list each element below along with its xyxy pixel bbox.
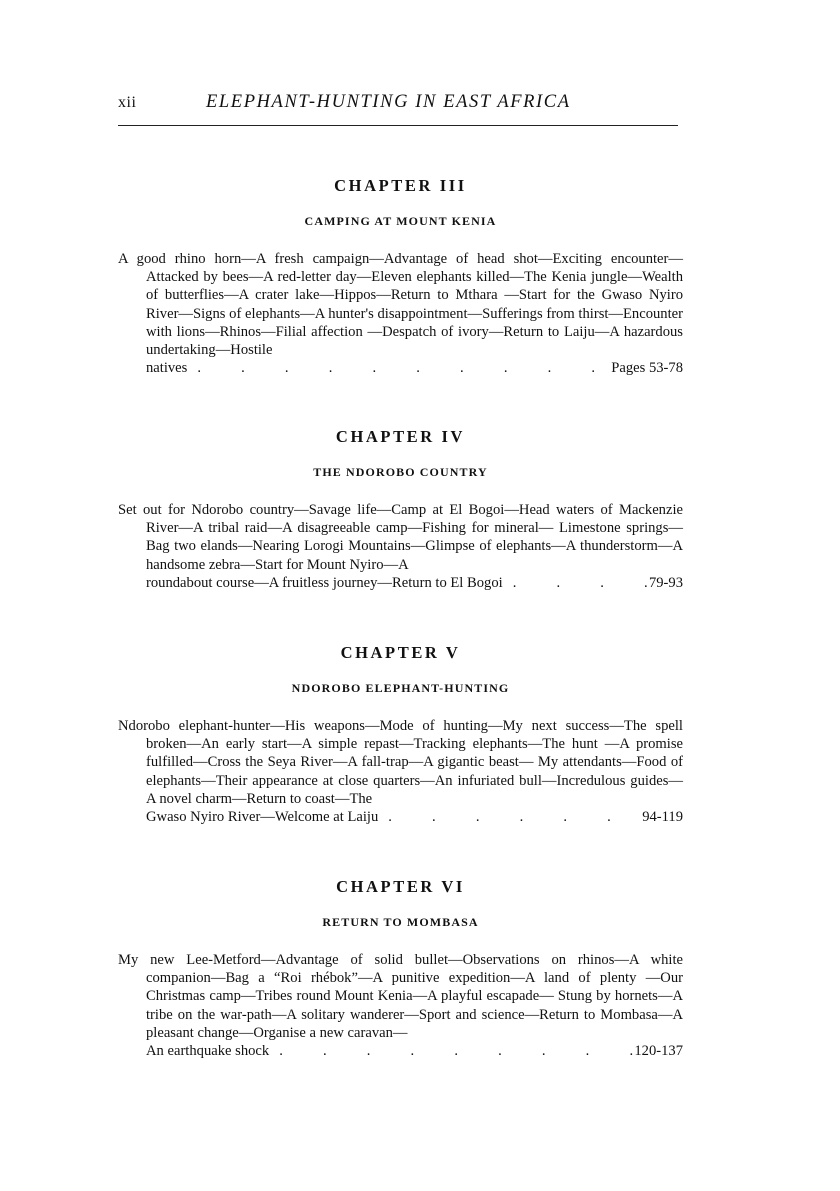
dot-leader [269,1042,634,1060]
dot-leader [187,359,611,377]
running-header [118,92,678,120]
chapter-subtitle: NDOROBO ELEPHANT-HUNTING [291,681,510,695]
chapter-summary-last-line [118,574,683,592]
chapter-summary: A good rhino horn—A fresh campaign—Advantage of head shot—Exciting encounter—Attacked by bees—A red-letter day—Eleven elephants killed—The Kenia jungle—Wealth of butterflies—A crater lake—Hippos—Return to Mthara —Start for the Gwaso Nyiro River—Signs of elephants—A hunter's disappointment—Sufferings from thirst—Encounter with lions—Rhinos—Filial affection —Despatch of ivory—Return to Laiju—A hazardous undertaking—Hostile [118,251,683,359]
page-range: 94-119 [642,809,683,826]
chapter-heading: CHAPTER III [334,176,467,195]
page-range: 120-137 [634,1043,683,1060]
chapter-summary-last-line [118,808,683,826]
chapter-subtitle: CAMPING AT MOUNT KENIA [304,214,497,228]
page-range: 79-93 [648,574,683,591]
chapter-heading: CHAPTER VI [336,877,465,896]
summary-last-text: An earthquake shock [146,1043,270,1060]
chapter-summary: Set out for Ndorobo country—Savage life—Camp at El Bogoi—Head waters of Mackenzie River—A tribal raid—A disagreeable camp—Fishing for mineral— Limestone springs—Bag two elands—Nearing Lorogi Mountains—Glimpse of elephants—A thunderstorm—A handsome zebra—Start for Mount Nyiro—A [118,502,683,573]
chapter-4-section [118,427,683,592]
chapter-summary-last-line [118,1042,683,1060]
header-rule [118,125,678,126]
chapter-subtitle: THE NDOROBO COUNTRY [313,465,488,479]
chapter-heading: CHAPTER IV [335,427,466,446]
chapter-6-section [118,877,683,1060]
page-range: Pages 53-78 [611,360,683,377]
chapter-subtitle: RETURN TO MOMBASA [322,915,479,929]
page-number: xii [118,94,137,111]
summary-last-text: roundabout course—A fruitless journey—Return to El Bogoi [146,574,503,591]
running-title: ELEPHANT-HUNTING IN EAST AFRICA [206,92,571,112]
dot-leader [503,574,649,592]
chapter-5-section [118,643,683,826]
chapter-summary: Ndorobo elephant-hunter—His weapons—Mode of hunting—My next success—The spell broken—An early start—A simple repast—Tracking elephants—The hunt —A promise fulfilled—Cross the Seya River—A fall-trap—A gigantic beast— My attendants—Food of elephants—Their appearance at close quarters—An infuriated bull—Incredulous guides—A novel charm—Return to coast—The [118,718,683,807]
summary-last-text: Gwaso Nyiro River—Welcome at Laiju [146,809,379,826]
dot-leader [378,808,642,826]
chapter-3-section [118,176,683,377]
chapter-summary-last-line [118,359,683,377]
summary-last-text: natives [146,360,188,377]
chapter-heading: CHAPTER V [340,643,461,662]
chapter-summary: My new Lee-Metford—Advantage of solid bullet—Observations on rhinos—A white companion—Bag a “Roi rhébok”—A punitive expedition—A land of plenty —Our Christmas camp—Tribes round Mount Kenia—A playful escapade— Stung by hornets—A tribe on the war-path—A solitary wanderer—Sport and science—Return to Mombasa—A pleasant change—Organise a new caravan— [118,952,683,1041]
